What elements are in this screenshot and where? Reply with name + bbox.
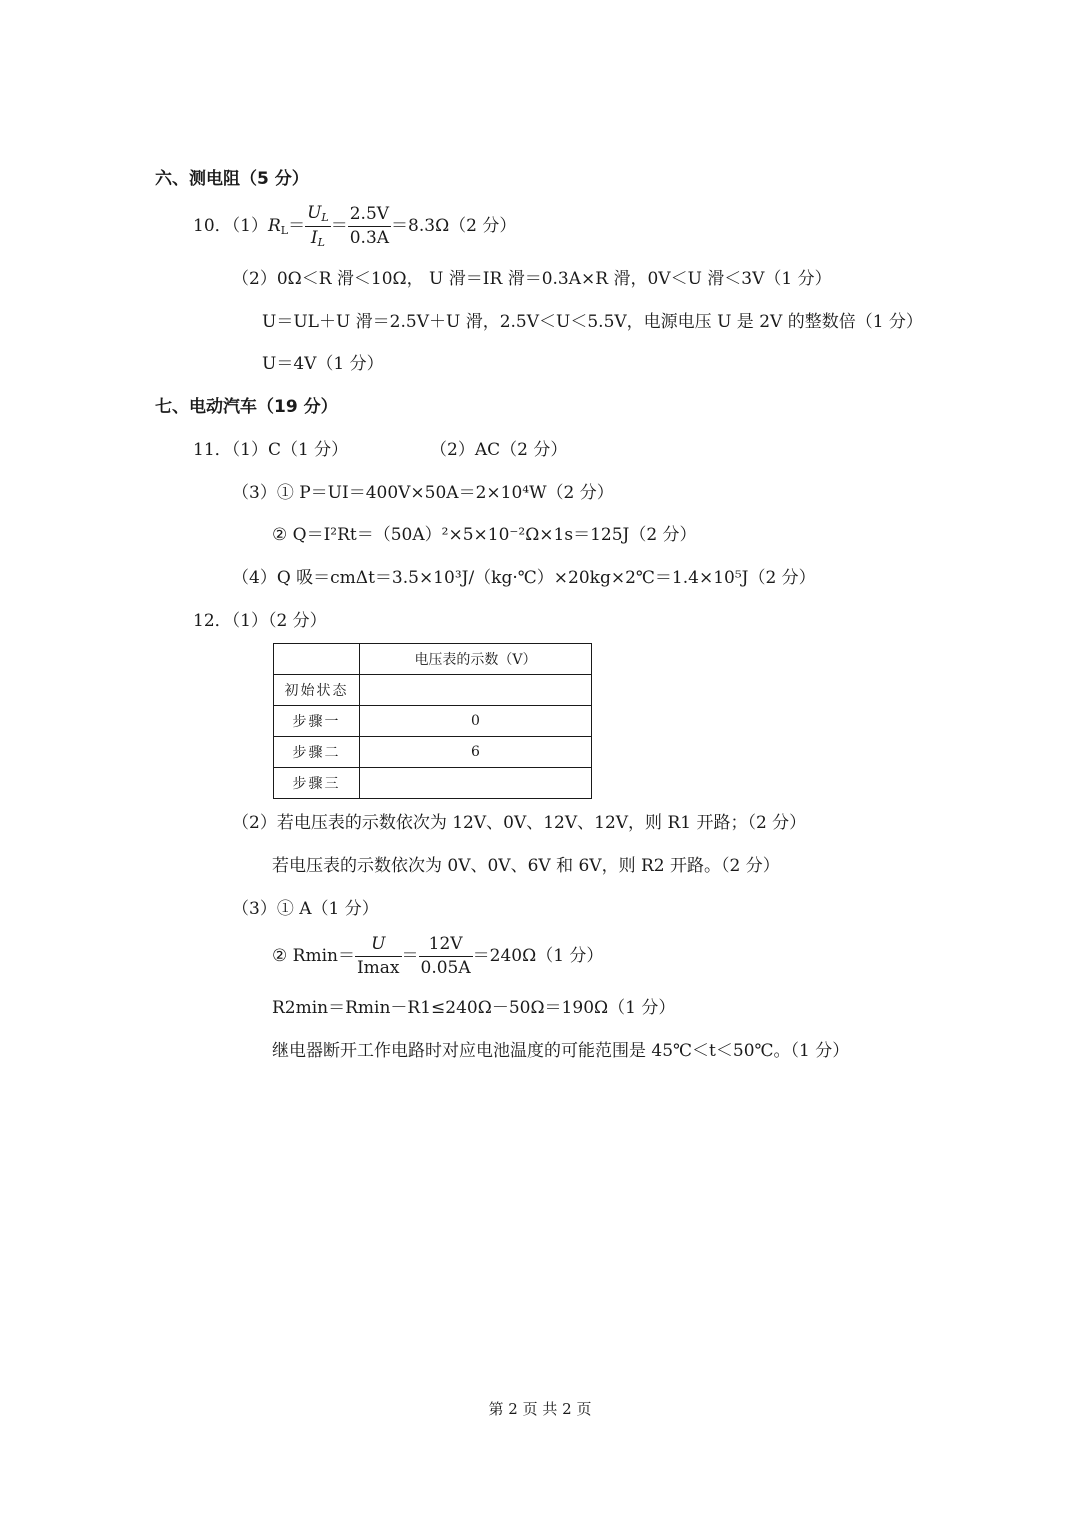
table-row	[274, 768, 592, 799]
table-cell: 步骤三	[274, 768, 360, 799]
q10-part1: 10．$(1)R_L=$ $\frac{U_L}{I_L}$ ＝ $\frac{2.5V}{0.3A}$ ＝8.3Ω（2 分）	[193, 203, 517, 249]
table-cell: 步骤一	[274, 706, 360, 737]
q10-part2-line1: （2）0Ω＜R 滑＜10Ω， U 滑＝IR 滑＝0.3A×R 滑，0V＜U 滑＜3V（1 分）	[232, 269, 832, 289]
q11-part3-2: ② Q＝I²Rt＝（50A）²×5×10⁻²Ω×1s＝125J（2 分）	[272, 525, 697, 545]
q12-part3-1: （3）① A（1 分）	[232, 899, 379, 919]
q10-fraction-symbolic: $\frac{U_L}{I_L}$	[307, 203, 329, 249]
q11-part2: （2）AC（2 分）	[430, 440, 568, 460]
table-cell	[274, 644, 360, 675]
table-cell: 步骤二	[274, 737, 360, 768]
q12-fraction-symbolic: $\frac{U}{Imax}$	[356, 934, 400, 978]
table-cell	[360, 675, 592, 706]
voltmeter-table	[273, 643, 592, 799]
q11-part3-1: （3）① P＝UI＝400V×50A＝2×10⁴W（2 分）	[232, 483, 614, 503]
table-cell	[360, 768, 592, 799]
table-cell: 初始状态	[274, 675, 360, 706]
q10-result: ＝8.3Ω（2 分）	[391, 216, 517, 236]
q12-part3-3: R2min＝Rmin－R1≤240Ω－50Ω＝190Ω（1 分）	[272, 998, 676, 1018]
table-cell: 0	[360, 706, 592, 737]
section-heading-7: 七、电动汽车（19 分）	[155, 397, 338, 417]
q10-fraction-values: $\frac{2.5V}{0.3A}$	[349, 204, 390, 248]
q11-part4: （4）Q 吸＝cmΔt＝3.5×10³J/（kg·℃）×20kg×2℃＝1.4×10⁵J（2 分）	[232, 568, 816, 588]
table-cell: 6	[360, 737, 592, 768]
q12-part3-4: 继电器断开工作电路时对应电池温度的可能范围是 45℃＜t＜50℃。（1 分）	[272, 1041, 850, 1061]
q10-part2-line3: U＝4V（1 分）	[262, 354, 384, 374]
q12-part2-line1: （2）若电压表的示数依次为 12V、0V、12V、12V，则 R1 开路；（2 分）	[232, 813, 807, 833]
table-cell: 电压表的示数（V）	[360, 644, 592, 675]
q12-part3-2: ② Rmin＝ $\frac{U}{Imax}$ ＝ $\frac{12V}{0.05A}$ ＝240Ω（1 分）	[272, 934, 604, 978]
page-footer: 第 2 页 共 2 页	[488, 1400, 592, 1418]
section-heading-6: 六、测电阻（5 分）	[155, 169, 309, 189]
q12-part1: 12．（1）（2 分）	[193, 611, 327, 631]
q10-number: 10．（1）	[193, 216, 268, 236]
table-header-row	[274, 644, 592, 675]
q10-part2-line2: U＝UL＋U 滑＝2.5V＋U 滑，2.5V＜U＜5.5V，电源电压 U 是 2V 的整数倍（1 分）	[262, 312, 923, 332]
q12-fraction-values: $\frac{12V}{0.05A}$	[420, 934, 471, 978]
table-row	[274, 706, 592, 737]
table-row	[274, 675, 592, 706]
q11-part1: 11．（1）C（1 分）	[193, 440, 349, 460]
q12-part2-line2: 若电压表的示数依次为 0V、0V、6V 和 6V，则 R2 开路。（2 分）	[272, 856, 780, 876]
table-row	[274, 737, 592, 768]
